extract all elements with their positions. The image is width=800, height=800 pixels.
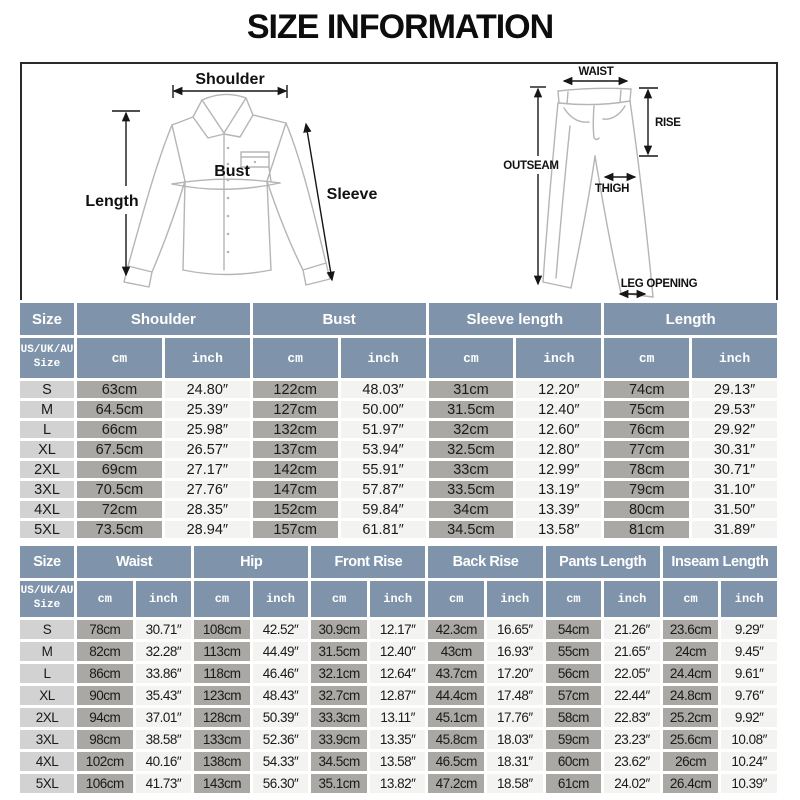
size-standard-header <box>20 581 74 617</box>
inch-value-cell: 35.43″ <box>136 686 192 705</box>
inch-value-cell: 40.16″ <box>136 752 192 771</box>
cm-unit-header: cm <box>428 581 484 617</box>
cm-unit-header: cm <box>663 581 719 617</box>
table-row <box>20 686 777 705</box>
inch-value-cell: 12.40″ <box>370 642 426 661</box>
cm-value-cell: 46.5cm <box>428 752 484 771</box>
unit-header-row <box>20 581 777 617</box>
inch-value-cell: 25.98″ <box>165 421 250 438</box>
cm-value-cell: 59cm <box>546 730 602 749</box>
size-label-cell: 3XL <box>20 730 74 749</box>
bust-label: Bust <box>214 163 250 180</box>
inch-value-cell: 12.80″ <box>516 441 601 458</box>
cm-value-cell: 25.2cm <box>663 708 719 727</box>
inch-value-cell: 28.35″ <box>165 501 250 518</box>
table-row <box>20 730 777 749</box>
inch-value-cell: 21.26″ <box>604 620 660 639</box>
shirt-size-table <box>17 300 780 541</box>
inch-value-cell: 10.24″ <box>721 752 777 771</box>
inch-value-cell: 22.05″ <box>604 664 660 683</box>
shirt-dimension-arrows <box>112 85 332 280</box>
cm-value-cell: 67.5cm <box>77 441 162 458</box>
cm-unit-header: cm <box>546 581 602 617</box>
cm-value-cell: 122cm <box>253 381 338 398</box>
cm-value-cell: 102cm <box>77 752 133 771</box>
cm-unit-header: cm <box>77 581 133 617</box>
inch-value-cell: 13.39″ <box>516 501 601 518</box>
waist-label: WAIST <box>578 66 614 78</box>
inch-value-cell: 13.19″ <box>516 481 601 498</box>
unit-header-row <box>20 338 777 378</box>
cm-value-cell: 63cm <box>77 381 162 398</box>
inch-unit-header: inch <box>165 338 250 378</box>
cm-unit-header: cm <box>253 338 338 378</box>
inch-value-cell: 31.50″ <box>692 501 777 518</box>
cm-value-cell: 81cm <box>604 521 689 538</box>
cm-value-cell: 90cm <box>77 686 133 705</box>
waist-group-header: Waist <box>77 546 191 578</box>
table-row <box>20 521 777 538</box>
inch-value-cell: 13.11″ <box>370 708 426 727</box>
cm-value-cell: 127cm <box>253 401 338 418</box>
size-label-cell: 5XL <box>20 521 74 538</box>
inch-value-cell: 9.29″ <box>721 620 777 639</box>
inch-value-cell: 50.00″ <box>341 401 426 418</box>
cm-value-cell: 66cm <box>77 421 162 438</box>
inch-value-cell: 17.20″ <box>487 664 543 683</box>
size-label-cell: S <box>20 620 74 639</box>
cm-value-cell: 76cm <box>604 421 689 438</box>
cm-value-cell: 34.5cm <box>429 521 514 538</box>
shirt-diagram <box>22 64 412 300</box>
inch-value-cell: 21.65″ <box>604 642 660 661</box>
cm-value-cell: 30.9cm <box>311 620 367 639</box>
size-label-cell: 2XL <box>20 461 74 478</box>
cm-value-cell: 32.7cm <box>311 686 367 705</box>
size-label-cell: 5XL <box>20 774 74 793</box>
cm-value-cell: 33.3cm <box>311 708 367 727</box>
inch-value-cell: 13.35″ <box>370 730 426 749</box>
inch-value-cell: 24.80″ <box>165 381 250 398</box>
bust-group-header: Bust <box>253 303 426 335</box>
inch-value-cell: 38.58″ <box>136 730 192 749</box>
inch-value-cell: 46.46″ <box>253 664 309 683</box>
size-label-cell: XL <box>20 686 74 705</box>
cm-value-cell: 133cm <box>194 730 250 749</box>
inch-value-cell: 51.97″ <box>341 421 426 438</box>
size-label-cell: 4XL <box>20 752 74 771</box>
inch-value-cell: 10.39″ <box>721 774 777 793</box>
leg-opening-label: LEG OPENING <box>620 278 698 290</box>
inch-value-cell: 29.92″ <box>692 421 777 438</box>
cm-value-cell: 78cm <box>604 461 689 478</box>
inch-value-cell: 31.89″ <box>692 521 777 538</box>
size-group-header: Size <box>20 546 74 578</box>
inch-value-cell: 18.58″ <box>487 774 543 793</box>
inch-value-cell: 13.58″ <box>516 521 601 538</box>
cm-value-cell: 78cm <box>77 620 133 639</box>
inch-value-cell: 52.36″ <box>253 730 309 749</box>
inch-value-cell: 22.44″ <box>604 686 660 705</box>
size-group-header: Size <box>20 303 74 335</box>
inch-value-cell: 30.71″ <box>692 461 777 478</box>
table-row <box>20 401 777 418</box>
inch-value-cell: 55.91″ <box>341 461 426 478</box>
size-label-cell: L <box>20 664 74 683</box>
inch-value-cell: 37.01″ <box>136 708 192 727</box>
inch-value-cell: 13.58″ <box>370 752 426 771</box>
cm-value-cell: 58cm <box>546 708 602 727</box>
cm-value-cell: 32cm <box>429 421 514 438</box>
cm-value-cell: 31cm <box>429 381 514 398</box>
cm-value-cell: 32.1cm <box>311 664 367 683</box>
measurement-diagrams <box>20 62 778 302</box>
size-standard-line1: US/UK/AU <box>20 585 74 598</box>
length-label: Length <box>85 193 139 210</box>
inch-value-cell: 17.76″ <box>487 708 543 727</box>
inch-value-cell: 9.45″ <box>721 642 777 661</box>
inch-value-cell: 30.31″ <box>692 441 777 458</box>
inch-unit-header: inch <box>370 581 426 617</box>
cm-value-cell: 45.8cm <box>428 730 484 749</box>
inch-value-cell: 16.93″ <box>487 642 543 661</box>
inch-value-cell: 18.03″ <box>487 730 543 749</box>
cm-value-cell: 152cm <box>253 501 338 518</box>
cm-value-cell: 34cm <box>429 501 514 518</box>
inch-value-cell: 12.20″ <box>516 381 601 398</box>
inch-value-cell: 16.65″ <box>487 620 543 639</box>
inch-value-cell: 26.57″ <box>165 441 250 458</box>
cm-value-cell: 42.3cm <box>428 620 484 639</box>
cm-value-cell: 138cm <box>194 752 250 771</box>
inch-value-cell: 33.86″ <box>136 664 192 683</box>
inch-value-cell: 12.99″ <box>516 461 601 478</box>
inch-value-cell: 25.39″ <box>165 401 250 418</box>
cm-value-cell: 56cm <box>546 664 602 683</box>
cm-value-cell: 44.4cm <box>428 686 484 705</box>
table-row <box>20 501 777 518</box>
front-rise-group-header: Front Rise <box>311 546 425 578</box>
cm-unit-header: cm <box>194 581 250 617</box>
size-standard-header <box>20 338 74 378</box>
inch-unit-header: inch <box>604 581 660 617</box>
inch-unit-header: inch <box>136 581 192 617</box>
cm-value-cell: 143cm <box>194 774 250 793</box>
cm-value-cell: 57cm <box>546 686 602 705</box>
cm-value-cell: 69cm <box>77 461 162 478</box>
table-row <box>20 461 777 478</box>
table-row <box>20 441 777 458</box>
inch-value-cell: 42.52″ <box>253 620 309 639</box>
cm-value-cell: 79cm <box>604 481 689 498</box>
outseam-label: OUTSEAM <box>503 160 559 172</box>
cm-value-cell: 24.4cm <box>663 664 719 683</box>
cm-value-cell: 128cm <box>194 708 250 727</box>
cm-value-cell: 157cm <box>253 521 338 538</box>
inch-value-cell: 50.39″ <box>253 708 309 727</box>
inch-value-cell: 12.17″ <box>370 620 426 639</box>
inch-value-cell: 12.87″ <box>370 686 426 705</box>
table-row <box>20 381 777 398</box>
size-standard-line2: Size <box>33 358 61 370</box>
cm-value-cell: 31.5cm <box>429 401 514 418</box>
inch-value-cell: 22.83″ <box>604 708 660 727</box>
cm-value-cell: 60cm <box>546 752 602 771</box>
cm-value-cell: 55cm <box>546 642 602 661</box>
table-row <box>20 774 777 793</box>
cm-unit-header: cm <box>429 338 514 378</box>
cm-value-cell: 77cm <box>604 441 689 458</box>
shoulder-label: Shoulder <box>195 71 265 88</box>
cm-value-cell: 32.5cm <box>429 441 514 458</box>
cm-value-cell: 43.7cm <box>428 664 484 683</box>
shirt-outline-art <box>124 94 330 287</box>
table-row <box>20 708 777 727</box>
inch-value-cell: 29.13″ <box>692 381 777 398</box>
group-header-row <box>20 546 777 578</box>
cm-value-cell: 34.5cm <box>311 752 367 771</box>
inch-unit-header: inch <box>692 338 777 378</box>
inch-unit-header: inch <box>341 338 426 378</box>
inch-value-cell: 28.94″ <box>165 521 250 538</box>
cm-value-cell: 123cm <box>194 686 250 705</box>
pants-length-group-header: Pants Length <box>546 546 660 578</box>
cm-value-cell: 72cm <box>77 501 162 518</box>
cm-value-cell: 94cm <box>77 708 133 727</box>
cm-value-cell: 61cm <box>546 774 602 793</box>
cm-value-cell: 137cm <box>253 441 338 458</box>
cm-value-cell: 113cm <box>194 642 250 661</box>
size-label-cell: 2XL <box>20 708 74 727</box>
cm-value-cell: 74cm <box>604 381 689 398</box>
inch-value-cell: 9.61″ <box>721 664 777 683</box>
inch-unit-header: inch <box>253 581 309 617</box>
cm-value-cell: 64.5cm <box>77 401 162 418</box>
table-row <box>20 481 777 498</box>
cm-value-cell: 35.1cm <box>311 774 367 793</box>
inch-value-cell: 9.76″ <box>721 686 777 705</box>
size-label-cell: 4XL <box>20 501 74 518</box>
cm-value-cell: 147cm <box>253 481 338 498</box>
inch-value-cell: 48.43″ <box>253 686 309 705</box>
cm-value-cell: 33.9cm <box>311 730 367 749</box>
pants-size-table <box>17 543 780 796</box>
cm-value-cell: 98cm <box>77 730 133 749</box>
cm-value-cell: 24.8cm <box>663 686 719 705</box>
inch-value-cell: 44.49″ <box>253 642 309 661</box>
table-row <box>20 752 777 771</box>
cm-value-cell: 70.5cm <box>77 481 162 498</box>
inch-unit-header: inch <box>721 581 777 617</box>
cm-value-cell: 25.6cm <box>663 730 719 749</box>
inch-value-cell: 12.40″ <box>516 401 601 418</box>
cm-value-cell: 54cm <box>546 620 602 639</box>
cm-value-cell: 24cm <box>663 642 719 661</box>
length-group-header: Length <box>604 303 777 335</box>
cm-value-cell: 43cm <box>428 642 484 661</box>
size-standard-line1: US/UK/AU <box>20 344 74 357</box>
cm-unit-header: cm <box>604 338 689 378</box>
cm-value-cell: 45.1cm <box>428 708 484 727</box>
size-label-cell: M <box>20 401 74 418</box>
inch-value-cell: 54.33″ <box>253 752 309 771</box>
inch-value-cell: 41.73″ <box>136 774 192 793</box>
page-title: SIZE INFORMATION <box>246 8 554 46</box>
inch-value-cell: 18.31″ <box>487 752 543 771</box>
inch-value-cell: 57.87″ <box>341 481 426 498</box>
cm-value-cell: 26cm <box>663 752 719 771</box>
cm-value-cell: 73.5cm <box>77 521 162 538</box>
inch-value-cell: 13.82″ <box>370 774 426 793</box>
size-label-cell: M <box>20 642 74 661</box>
inch-value-cell: 9.92″ <box>721 708 777 727</box>
cm-value-cell: 47.2cm <box>428 774 484 793</box>
thigh-label: THIGH <box>594 183 630 195</box>
size-label-cell: 3XL <box>20 481 74 498</box>
size-label-cell: L <box>20 421 74 438</box>
table-row <box>20 664 777 683</box>
cm-value-cell: 142cm <box>253 461 338 478</box>
cm-value-cell: 33cm <box>429 461 514 478</box>
inch-value-cell: 30.71″ <box>136 620 192 639</box>
inch-value-cell: 17.48″ <box>487 686 543 705</box>
cm-unit-header: cm <box>77 338 162 378</box>
shoulder-group-header: Shoulder <box>77 303 250 335</box>
inch-value-cell: 48.03″ <box>341 381 426 398</box>
inch-value-cell: 27.17″ <box>165 461 250 478</box>
inch-value-cell: 10.08″ <box>721 730 777 749</box>
inch-value-cell: 23.62″ <box>604 752 660 771</box>
group-header-row <box>20 303 777 335</box>
size-label-cell: XL <box>20 441 74 458</box>
rise-label: RISE <box>655 117 681 129</box>
cm-value-cell: 106cm <box>77 774 133 793</box>
inseam-length-group-header: Inseam Length <box>663 546 777 578</box>
cm-value-cell: 33.5cm <box>429 481 514 498</box>
sleeve-length-group-header: Sleeve length <box>429 303 602 335</box>
inch-value-cell: 56.30″ <box>253 774 309 793</box>
cm-value-cell: 26.4cm <box>663 774 719 793</box>
inch-value-cell: 27.76″ <box>165 481 250 498</box>
cm-value-cell: 132cm <box>253 421 338 438</box>
cm-value-cell: 31.5cm <box>311 642 367 661</box>
inch-unit-header: inch <box>516 338 601 378</box>
cm-value-cell: 108cm <box>194 620 250 639</box>
cm-unit-header: cm <box>311 581 367 617</box>
inch-value-cell: 12.60″ <box>516 421 601 438</box>
hip-group-header: Hip <box>194 546 308 578</box>
inch-value-cell: 32.28″ <box>136 642 192 661</box>
cm-value-cell: 23.6cm <box>663 620 719 639</box>
cm-value-cell: 75cm <box>604 401 689 418</box>
back-rise-group-header: Back Rise <box>428 546 542 578</box>
size-standard-line2: Size <box>33 599 61 611</box>
inch-value-cell: 24.02″ <box>604 774 660 793</box>
cm-value-cell: 80cm <box>604 501 689 518</box>
inch-value-cell: 53.94″ <box>341 441 426 458</box>
cm-value-cell: 82cm <box>77 642 133 661</box>
table-row <box>20 421 777 438</box>
table-row <box>20 620 777 639</box>
table-row <box>20 642 777 661</box>
cm-value-cell: 118cm <box>194 664 250 683</box>
pants-diagram <box>412 64 776 300</box>
inch-value-cell: 23.23″ <box>604 730 660 749</box>
inch-value-cell: 29.53″ <box>692 401 777 418</box>
inch-value-cell: 59.84″ <box>341 501 426 518</box>
inch-value-cell: 61.81″ <box>341 521 426 538</box>
inch-value-cell: 12.64″ <box>370 664 426 683</box>
inch-value-cell: 31.10″ <box>692 481 777 498</box>
size-label-cell: S <box>20 381 74 398</box>
inch-unit-header: inch <box>487 581 543 617</box>
cm-value-cell: 86cm <box>77 664 133 683</box>
sleeve-label: Sleeve <box>326 186 378 203</box>
